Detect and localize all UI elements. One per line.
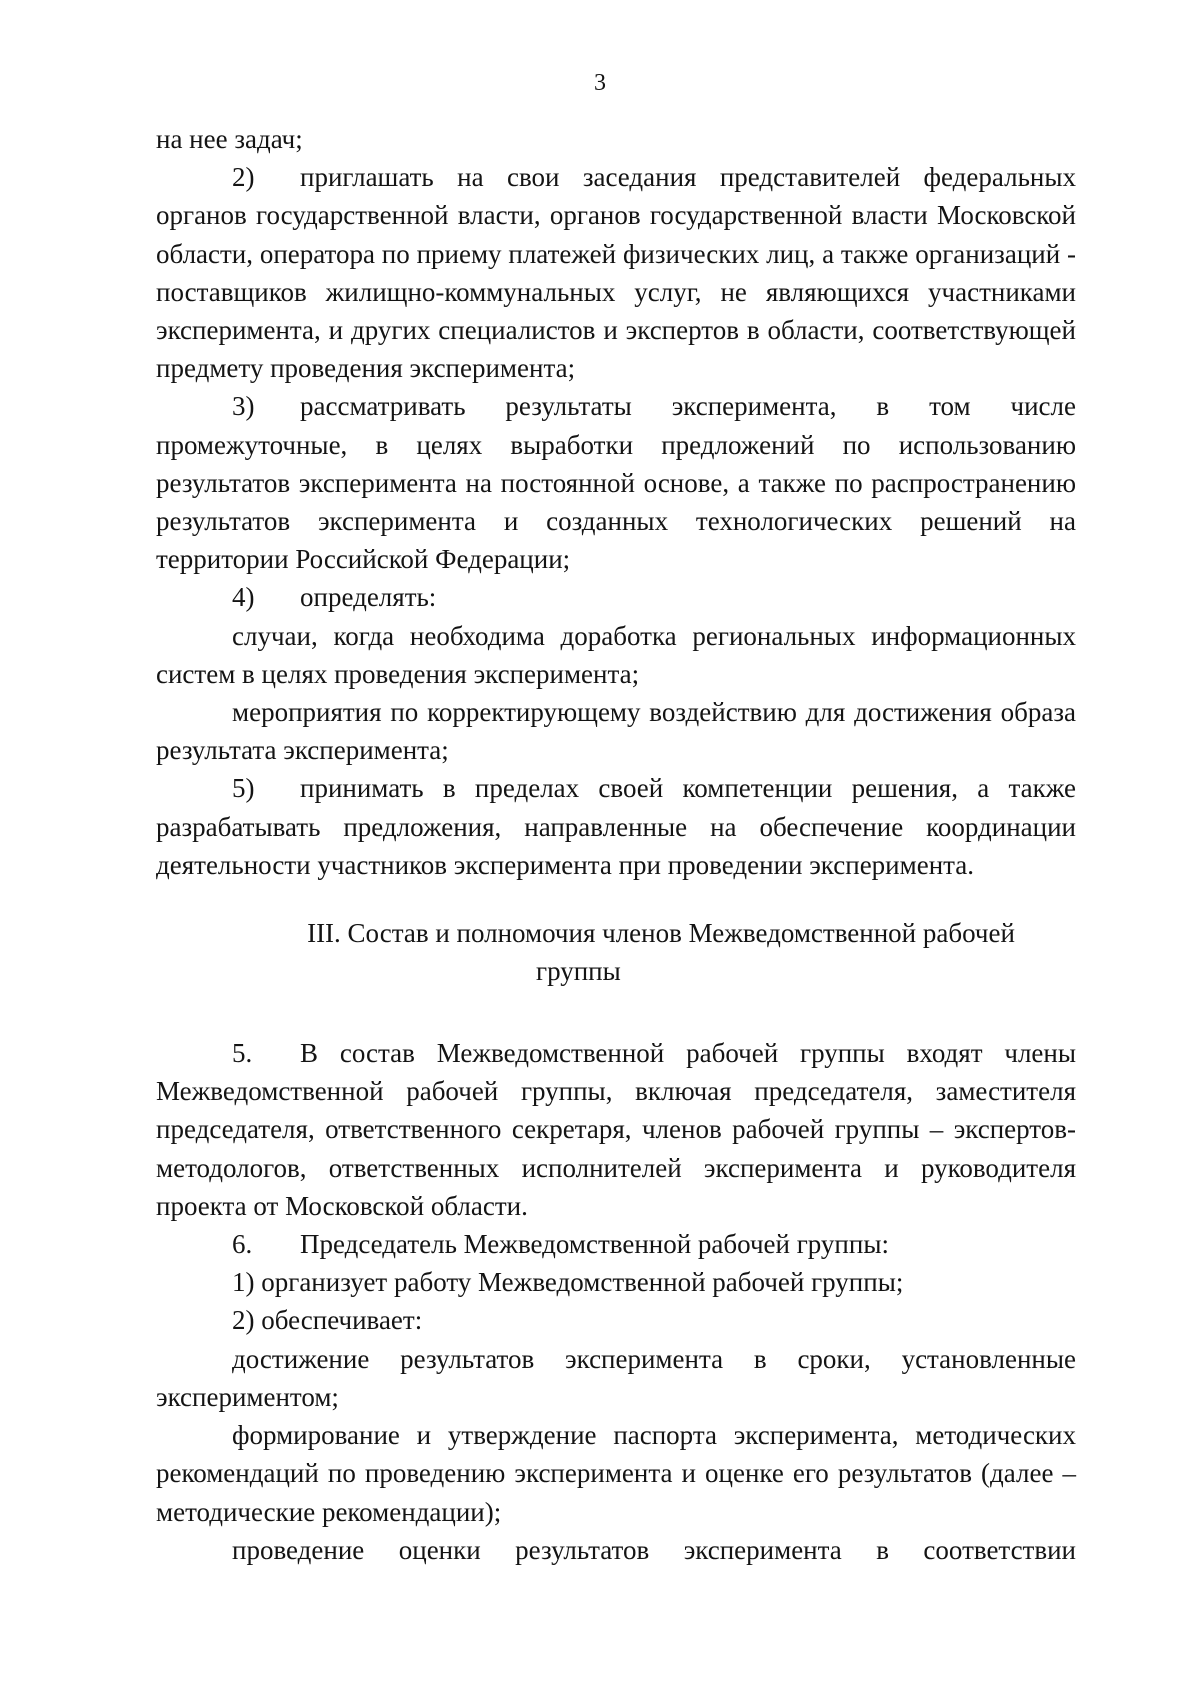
item-number: 5) bbox=[232, 773, 255, 804]
paragraph bbox=[156, 578, 1076, 616]
section-heading-line1: III. Состав и полномочия членов Межведомственной рабочей bbox=[307, 918, 1015, 949]
paragraph-text: приглашать на свои заседания представителей федеральных органов государственной власти, органов государственной власти Московской области, оператора по приему платежей физических лиц, а также организаций - поставщиков жилищно-коммунальных услуг, не являющихся участниками эксперимента, и других специалистов и экспертов в области, соответствующей предмету проведения эксперимента; bbox=[156, 162, 1076, 384]
paragraph-text: проведение оценки результатов эксперимента в соответствии bbox=[232, 1534, 1076, 1565]
paragraph bbox=[156, 1263, 1076, 1301]
paragraph-text: мероприятия по корректирующему воздействию для достижения образа результата эксперимента; bbox=[156, 697, 1076, 766]
document-body bbox=[156, 120, 1076, 1569]
paragraphs-top bbox=[156, 120, 1076, 884]
paragraph-text: принимать в пределах своей компетенции решения, а также разрабатывать предложения, направленные на обеспечение координации деятельности участников эксперимента при проведении эксперимента. bbox=[156, 773, 1076, 880]
item-number: 4) bbox=[232, 582, 255, 613]
paragraph-text: Председатель Межведомственной рабочей группы: bbox=[300, 1229, 889, 1260]
paragraph-text: 2) обеспечивает: bbox=[232, 1305, 423, 1336]
paragraph bbox=[156, 1340, 1076, 1416]
paragraph bbox=[156, 387, 1076, 578]
page-number: 3 bbox=[594, 70, 606, 96]
paragraph bbox=[156, 158, 1076, 387]
paragraph-text: рассматривать результаты эксперимента, в том числе промежуточные, в целях выработки предложений по использованию результатов эксперимента на постоянной основе, а также по распространению результатов эксперимента и созданных технологических решений на территории Российской Федерации; bbox=[156, 391, 1076, 575]
section-heading-line2: группы bbox=[536, 956, 621, 987]
paragraph-text: достижение результатов эксперимента в сроки, установленные экспериментом; bbox=[156, 1343, 1076, 1412]
paragraph bbox=[156, 120, 1076, 158]
paragraph bbox=[156, 693, 1076, 769]
paragraph-text: формирование и утверждение паспорта эксперимента, методических рекомендаций по проведению эксперимента и оценке его результатов (далее – методические рекомендации); bbox=[156, 1420, 1076, 1527]
paragraph bbox=[156, 1301, 1076, 1339]
paragraph bbox=[156, 1034, 1076, 1225]
paragraph-text: определять: bbox=[300, 582, 437, 613]
paragraph-text: 1) организует работу Межведомственной рабочей группы; bbox=[232, 1267, 904, 1298]
item-number: 2) bbox=[232, 162, 255, 193]
paragraph bbox=[156, 1531, 1076, 1569]
paragraph bbox=[156, 769, 1076, 884]
paragraph bbox=[156, 1225, 1076, 1263]
section-heading bbox=[156, 914, 1076, 990]
paragraph-text: случаи, когда необходима доработка региональных информационных систем в целях проведения эксперимента; bbox=[156, 620, 1076, 689]
item-number: 5. bbox=[232, 1038, 253, 1069]
item-number: 3) bbox=[232, 391, 255, 422]
paragraph bbox=[156, 1416, 1076, 1531]
item-number: 6. bbox=[232, 1229, 253, 1260]
paragraph-text: на нее задач; bbox=[156, 124, 303, 154]
paragraph-text: В состав Межведомственной рабочей группы входят члены Межведомственной рабочей группы, включая председателя, заместителя председателя, ответственного секретаря, членов рабочей группы – экспертов-методологов, ответственных исполнителей эксперимента и руководителя проекта от Московской области. bbox=[156, 1038, 1076, 1221]
paragraphs-bottom bbox=[156, 1034, 1076, 1569]
paragraph bbox=[156, 617, 1076, 693]
